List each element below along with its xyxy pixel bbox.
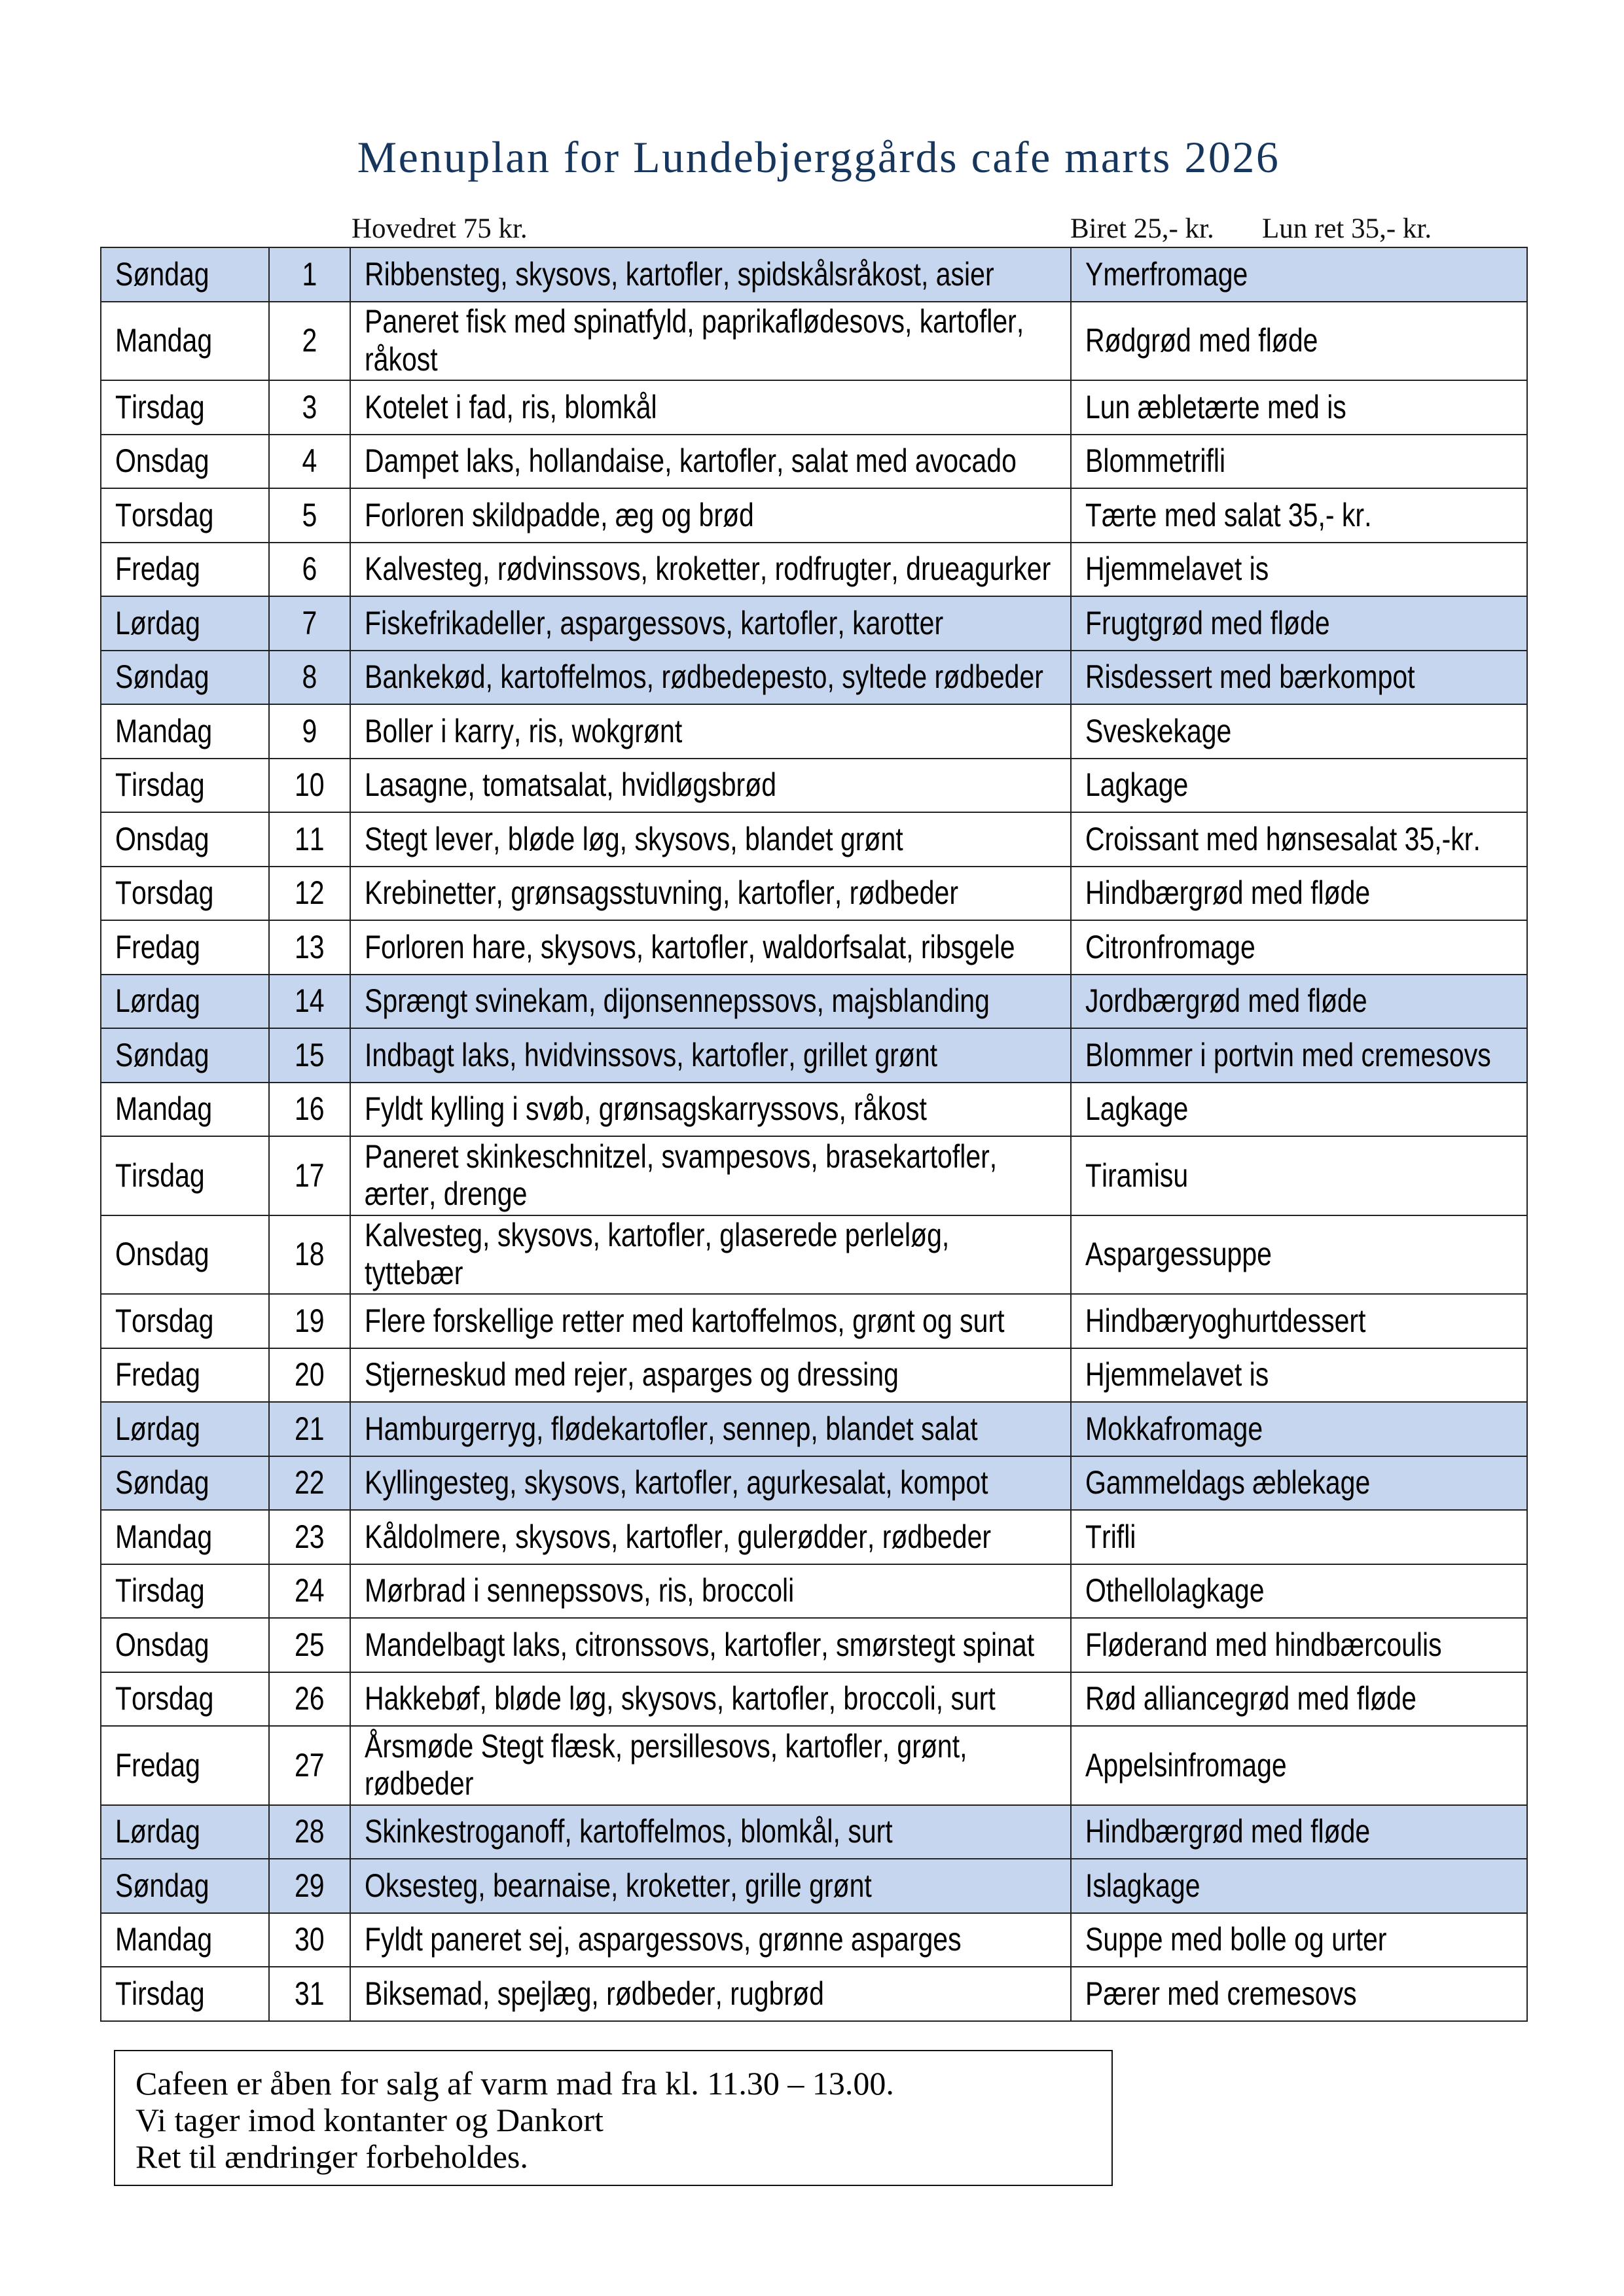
table-row	[101, 1726, 1527, 1805]
dessert-cell	[1071, 975, 1527, 1029]
dessert-cell	[1071, 1083, 1527, 1137]
date-cell	[269, 812, 350, 867]
dessert-text: Croissant med hønsesalat 35,-kr.	[1085, 820, 1481, 857]
main-dish-text: Oksesteg, bearnaise, kroketter, grille grønt	[365, 1867, 872, 1904]
date-text: 1	[302, 255, 317, 293]
day-text: Fredag	[115, 550, 200, 587]
dessert-cell	[1071, 1136, 1527, 1215]
day-text: Lørdag	[115, 1410, 200, 1447]
main-dish-text: Årsmøde Stegt flæsk, persillesovs, kartofler, grønt, rødbeder	[365, 1727, 967, 1803]
date-cell	[269, 1859, 350, 1913]
date-text: 7	[302, 604, 317, 641]
table-row	[101, 759, 1527, 813]
date-text: 11	[295, 820, 325, 857]
date-cell	[269, 1348, 350, 1403]
dessert-text: Tiramisu	[1085, 1157, 1189, 1194]
price-light-meal: Lun ret 35,- kr.	[1262, 213, 1432, 244]
table-row	[101, 1348, 1527, 1403]
info-line-disclaimer: Ret til ændringer forbeholdes.	[135, 2138, 528, 2175]
dessert-text: Lagkage	[1085, 1090, 1189, 1127]
table-row	[101, 1215, 1527, 1295]
day-text: Søndag	[115, 255, 209, 293]
day-cell	[101, 1726, 269, 1805]
date-cell	[269, 488, 350, 543]
dessert-cell	[1071, 1294, 1527, 1348]
day-text: Tirsdag	[115, 1157, 205, 1194]
day-text: Torsdag	[115, 496, 214, 533]
price-dessert: Biret 25,- kr.	[1070, 213, 1214, 244]
date-cell	[269, 596, 350, 651]
day-cell	[101, 812, 269, 867]
date-text: 18	[295, 1236, 325, 1272]
date-text: 6	[302, 550, 317, 587]
day-cell	[101, 1913, 269, 1967]
page-title: Menuplan for Lundebjerggårds cafe marts 2026	[357, 132, 1280, 182]
dessert-text: Othellolagkage	[1085, 1572, 1265, 1609]
main-dish-cell	[350, 1136, 1071, 1215]
day-cell	[101, 1215, 269, 1295]
date-cell	[269, 435, 350, 489]
main-dish-cell	[350, 247, 1071, 302]
main-dish-text: Kåldolmere, skysovs, kartofler, gulerødder, rødbeder	[365, 1518, 992, 1555]
day-cell	[101, 759, 269, 813]
dessert-text: Lun æbletærte med is	[1085, 388, 1346, 425]
main-dish-cell	[350, 1726, 1071, 1805]
day-cell	[101, 435, 269, 489]
table-row	[101, 1967, 1527, 2021]
day-text: Torsdag	[115, 1302, 214, 1339]
day-text: Mandag	[115, 1518, 213, 1555]
dessert-text: Sveskekage	[1085, 712, 1232, 749]
dessert-text: Mokkafromage	[1085, 1410, 1263, 1447]
date-cell	[269, 1083, 350, 1137]
day-cell	[101, 302, 269, 381]
day-text: Mandag	[115, 1090, 213, 1127]
dessert-cell	[1071, 1859, 1527, 1913]
table-row	[101, 1083, 1527, 1137]
main-dish-text: Kyllingesteg, skysovs, kartofler, agurkesalat, kompot	[365, 1464, 988, 1501]
day-cell	[101, 1294, 269, 1348]
dessert-cell	[1071, 1215, 1527, 1295]
menu-table-body	[101, 247, 1527, 2021]
dessert-text: Hjemmelavet is	[1085, 550, 1269, 587]
main-dish-cell	[350, 302, 1071, 381]
day-cell	[101, 1805, 269, 1859]
day-text: Lørdag	[115, 982, 200, 1019]
main-dish-text: Biksemad, spejlæg, rødbeder, rugbrød	[365, 1975, 824, 2012]
day-cell	[101, 1456, 269, 1511]
date-text: 25	[295, 1626, 325, 1663]
dessert-cell	[1071, 1726, 1527, 1805]
table-row	[101, 302, 1527, 381]
day-cell	[101, 1402, 269, 1456]
dessert-cell	[1071, 1618, 1527, 1672]
dessert-text: Appelsinfromage	[1085, 1746, 1287, 1784]
date-cell	[269, 1215, 350, 1295]
table-row	[101, 651, 1527, 705]
main-dish-cell	[350, 812, 1071, 867]
date-text: 4	[302, 442, 317, 479]
day-text: Lørdag	[115, 604, 200, 641]
main-dish-cell	[350, 1510, 1071, 1564]
date-text: 22	[295, 1464, 325, 1501]
table-row	[101, 247, 1527, 302]
main-dish-cell	[350, 1859, 1071, 1913]
main-dish-text: Bankekød, kartoffelmos, rødbedepesto, syltede rødbeder	[365, 658, 1043, 695]
main-dish-text: Indbagt laks, hvidvinssovs, kartofler, grillet grønt	[365, 1036, 938, 1073]
main-dish-text: Fyldt kylling i svøb, grønsagskarryssovs, råkost	[365, 1090, 927, 1127]
day-text: Søndag	[115, 658, 209, 695]
dessert-cell	[1071, 812, 1527, 867]
day-cell	[101, 1348, 269, 1403]
date-cell	[269, 1028, 350, 1083]
dessert-cell	[1071, 302, 1527, 381]
table-row	[101, 1136, 1527, 1215]
date-text: 12	[295, 874, 325, 911]
day-cell	[101, 1859, 269, 1913]
day-text: Mandag	[115, 1921, 213, 1958]
date-cell	[269, 704, 350, 759]
main-dish-text: Sprængt svinekam, dijonsennepssovs, majsblanding	[365, 982, 990, 1019]
dessert-cell	[1071, 1672, 1527, 1727]
main-dish-cell	[350, 1672, 1071, 1727]
day-cell	[101, 1028, 269, 1083]
date-cell	[269, 543, 350, 597]
dessert-text: Fløderand med hindbærcoulis	[1085, 1626, 1442, 1663]
table-row	[101, 1564, 1527, 1619]
date-text: 15	[295, 1036, 325, 1073]
main-dish-cell	[350, 1913, 1071, 1967]
date-text: 31	[295, 1975, 325, 2012]
date-text: 27	[295, 1746, 325, 1784]
day-text: Onsdag	[115, 442, 209, 479]
table-row	[101, 1456, 1527, 1511]
day-cell	[101, 975, 269, 1029]
main-dish-cell	[350, 1456, 1071, 1511]
main-dish-cell	[350, 488, 1071, 543]
main-dish-cell	[350, 1564, 1071, 1619]
dessert-cell	[1071, 435, 1527, 489]
main-dish-text: Mandelbagt laks, citronssovs, kartofler, smørstegt spinat	[365, 1626, 1035, 1663]
day-text: Tirsdag	[115, 1572, 205, 1609]
main-dish-cell	[350, 543, 1071, 597]
day-text: Fredag	[115, 928, 200, 965]
main-dish-text: Kalvesteg, skysovs, kartofler, glaserede perleløg, tyttebær	[365, 1217, 950, 1291]
price-main-course: Hovedret 75 kr.	[352, 213, 528, 244]
day-cell	[101, 543, 269, 597]
day-cell	[101, 247, 269, 302]
main-dish-cell	[350, 920, 1071, 975]
main-dish-text: Hamburgerryg, flødekartofler, sennep, blandet salat	[365, 1410, 978, 1447]
info-line-payment: Vi tager imod kontanter og Dankort	[135, 2102, 604, 2138]
main-dish-text: Hakkebøf, bløde løg, skysovs, kartofler, broccoli, surt	[365, 1680, 996, 1717]
dessert-text: Islagkage	[1085, 1867, 1200, 1904]
main-dish-text: Lasagne, tomatsalat, hvidløgsbrød	[365, 766, 777, 803]
main-dish-text: Krebinetter, grønsagsstuvning, kartofler, rødbeder	[365, 874, 958, 911]
main-dish-text: Paneret skinkeschnitzel, svampesovs, brasekartofler, ærter, drenge	[365, 1138, 998, 1213]
table-row	[101, 1402, 1527, 1456]
table-row	[101, 1805, 1527, 1859]
dessert-cell	[1071, 867, 1527, 921]
day-cell	[101, 1672, 269, 1727]
date-cell	[269, 1805, 350, 1859]
dessert-cell	[1071, 488, 1527, 543]
table-row	[101, 380, 1527, 435]
main-dish-cell	[350, 1028, 1071, 1083]
dessert-text: Hindbærgrød med fløde	[1085, 1813, 1371, 1850]
table-row	[101, 543, 1527, 597]
date-text: 8	[302, 658, 317, 695]
main-dish-cell	[350, 651, 1071, 705]
day-text: Torsdag	[115, 874, 214, 911]
main-dish-text: Kalvesteg, rødvinssovs, kroketter, rodfrugter, drueagurker	[365, 550, 1051, 587]
dessert-text: Frugtgrød med fløde	[1085, 604, 1330, 641]
date-cell	[269, 651, 350, 705]
date-cell	[269, 1510, 350, 1564]
day-cell	[101, 704, 269, 759]
table-row	[101, 1510, 1527, 1564]
table-row	[101, 1618, 1527, 1672]
main-dish-cell	[350, 704, 1071, 759]
date-cell	[269, 1294, 350, 1348]
day-cell	[101, 488, 269, 543]
day-text: Søndag	[115, 1464, 209, 1501]
dessert-cell	[1071, 543, 1527, 597]
table-row	[101, 867, 1527, 921]
day-cell	[101, 1510, 269, 1564]
date-text: 17	[295, 1157, 325, 1194]
date-text: 21	[295, 1410, 325, 1447]
date-cell	[269, 1913, 350, 1967]
day-text: Tirsdag	[115, 766, 205, 803]
date-cell	[269, 1564, 350, 1619]
main-dish-cell	[350, 1083, 1071, 1137]
dessert-text: Risdessert med bærkompot	[1085, 658, 1415, 695]
dessert-cell	[1071, 1510, 1527, 1564]
dessert-text: Gammeldags æblekage	[1085, 1464, 1371, 1501]
date-text: 9	[302, 712, 317, 749]
day-text: Torsdag	[115, 1680, 214, 1717]
dessert-text: Pærer med cremesovs	[1085, 1975, 1357, 2012]
dessert-text: Jordbærgrød med fløde	[1085, 982, 1367, 1019]
day-cell	[101, 1564, 269, 1619]
dessert-cell	[1071, 759, 1527, 813]
table-row	[101, 704, 1527, 759]
date-text: 30	[295, 1921, 325, 1958]
day-cell	[101, 867, 269, 921]
dessert-text: Hjemmelavet is	[1085, 1356, 1269, 1393]
day-cell	[101, 1618, 269, 1672]
date-cell	[269, 247, 350, 302]
date-text: 16	[295, 1090, 325, 1127]
main-dish-cell	[350, 975, 1071, 1029]
main-dish-text: Paneret fisk med spinatfyld, paprikaflødesovs, kartofler, råkost	[365, 303, 1024, 378]
date-text: 2	[302, 322, 317, 359]
table-row	[101, 812, 1527, 867]
dessert-cell	[1071, 1805, 1527, 1859]
dessert-cell	[1071, 380, 1527, 435]
main-dish-text: Forloren skildpadde, æg og brød	[365, 496, 754, 533]
main-dish-text: Fiskefrikadeller, aspargessovs, kartofler, karotter	[365, 604, 944, 641]
dessert-text: Trifli	[1085, 1518, 1136, 1555]
table-row	[101, 1028, 1527, 1083]
main-dish-cell	[350, 380, 1071, 435]
table-row	[101, 435, 1527, 489]
dessert-cell	[1071, 247, 1527, 302]
main-dish-cell	[350, 759, 1071, 813]
table-row	[101, 1672, 1527, 1727]
main-dish-text: Skinkestroganoff, kartoffelmos, blomkål, surt	[365, 1813, 893, 1850]
dessert-cell	[1071, 1402, 1527, 1456]
dessert-text: Blommetrifli	[1085, 442, 1226, 479]
date-cell	[269, 1672, 350, 1727]
dessert-text: Blommer i portvin med cremesovs	[1085, 1036, 1491, 1073]
main-dish-cell	[350, 1967, 1071, 2021]
table-row	[101, 1294, 1527, 1348]
dessert-cell	[1071, 1028, 1527, 1083]
table-row	[101, 1913, 1527, 1967]
main-dish-text: Dampet laks, hollandaise, kartofler, salat med avocado	[365, 442, 1017, 479]
date-text: 24	[295, 1572, 325, 1609]
day-text: Søndag	[115, 1867, 209, 1904]
day-cell	[101, 651, 269, 705]
date-text: 5	[302, 496, 317, 533]
day-cell	[101, 380, 269, 435]
dessert-text: Lagkage	[1085, 766, 1189, 803]
table-row	[101, 488, 1527, 543]
date-text: 19	[295, 1302, 325, 1339]
day-cell	[101, 1967, 269, 2021]
date-cell	[269, 759, 350, 813]
date-cell	[269, 302, 350, 381]
table-row	[101, 596, 1527, 651]
date-cell	[269, 975, 350, 1029]
date-cell	[269, 1456, 350, 1511]
main-dish-text: Stjerneskud med rejer, asparges og dressing	[365, 1356, 899, 1393]
info-line-opening-hours: Cafeen er åben for salg af varm mad fra kl. 11.30 – 13.00.	[135, 2065, 894, 2102]
dessert-text: Rød alliancegrød med fløde	[1085, 1680, 1416, 1717]
day-cell	[101, 1136, 269, 1215]
date-text: 10	[295, 766, 325, 803]
date-cell	[269, 1402, 350, 1456]
day-text: Mandag	[115, 322, 213, 359]
day-text: Tirsdag	[115, 388, 205, 425]
dessert-cell	[1071, 651, 1527, 705]
day-text: Onsdag	[115, 1236, 209, 1272]
day-text: Søndag	[115, 1036, 209, 1073]
dessert-cell	[1071, 704, 1527, 759]
date-cell	[269, 1726, 350, 1805]
dessert-cell	[1071, 1967, 1527, 2021]
main-dish-text: Stegt lever, bløde løg, skysovs, blandet grønt	[365, 820, 903, 857]
dessert-text: Hindbæryoghurtdessert	[1085, 1302, 1366, 1339]
main-dish-text: Flere forskellige retter med kartoffelmos, grønt og surt	[365, 1302, 1005, 1339]
dessert-text: Citronfromage	[1085, 928, 1255, 965]
day-cell	[101, 1083, 269, 1137]
day-text: Onsdag	[115, 1626, 209, 1663]
date-text: 20	[295, 1356, 325, 1393]
dessert-text: Suppe med bolle og urter	[1085, 1921, 1387, 1958]
dessert-cell	[1071, 1456, 1527, 1511]
main-dish-text: Ribbensteg, skysovs, kartofler, spidskålsråkost, asier	[365, 255, 994, 293]
day-text: Onsdag	[115, 820, 209, 857]
date-cell	[269, 1136, 350, 1215]
main-dish-text: Kotelet i fad, ris, blomkål	[365, 388, 657, 425]
day-text: Mandag	[115, 712, 213, 749]
main-dish-text: Fyldt paneret sej, aspargessovs, grønne asparges	[365, 1921, 962, 1958]
main-dish-cell	[350, 867, 1071, 921]
main-dish-text: Forloren hare, skysovs, kartofler, waldorfsalat, ribsgele	[365, 928, 1015, 965]
dessert-cell	[1071, 1348, 1527, 1403]
dessert-text: Hindbærgrød med fløde	[1085, 874, 1371, 911]
date-cell	[269, 1618, 350, 1672]
main-dish-cell	[350, 1805, 1071, 1859]
dessert-cell	[1071, 596, 1527, 651]
dessert-text: Rødgrød med fløde	[1085, 322, 1318, 359]
date-text: 26	[295, 1680, 325, 1717]
dessert-cell	[1071, 920, 1527, 975]
table-row	[101, 1859, 1527, 1913]
day-text: Lørdag	[115, 1813, 200, 1850]
date-text: 3	[302, 388, 317, 425]
dessert-text: Ymerfromage	[1085, 255, 1248, 293]
main-dish-cell	[350, 596, 1071, 651]
dessert-cell	[1071, 1913, 1527, 1967]
main-dish-cell	[350, 1618, 1071, 1672]
day-text: Tirsdag	[115, 1975, 205, 2012]
dessert-text: Aspargessuppe	[1085, 1236, 1272, 1272]
date-text: 23	[295, 1518, 325, 1555]
main-dish-cell	[350, 435, 1071, 489]
date-text: 14	[295, 982, 325, 1019]
table-row	[101, 975, 1527, 1029]
day-cell	[101, 596, 269, 651]
main-dish-cell	[350, 1215, 1071, 1295]
dessert-text: Tærte med salat 35,- kr.	[1085, 496, 1372, 533]
main-dish-text: Mørbrad i sennepssovs, ris, broccoli	[365, 1572, 795, 1609]
table-row	[101, 920, 1527, 975]
dessert-cell	[1071, 1564, 1527, 1619]
day-text: Fredag	[115, 1746, 200, 1784]
day-cell	[101, 920, 269, 975]
date-text: 13	[295, 928, 325, 965]
date-cell	[269, 380, 350, 435]
date-cell	[269, 1967, 350, 2021]
date-text: 29	[295, 1867, 325, 1904]
date-cell	[269, 920, 350, 975]
day-text: Fredag	[115, 1356, 200, 1393]
main-dish-cell	[350, 1402, 1071, 1456]
date-text: 28	[295, 1813, 325, 1850]
main-dish-text: Boller i karry, ris, wokgrønt	[365, 712, 683, 749]
date-cell	[269, 867, 350, 921]
main-dish-cell	[350, 1294, 1071, 1348]
menu-table	[100, 247, 1528, 2022]
info-box	[114, 2050, 1113, 2186]
main-dish-cell	[350, 1348, 1071, 1403]
